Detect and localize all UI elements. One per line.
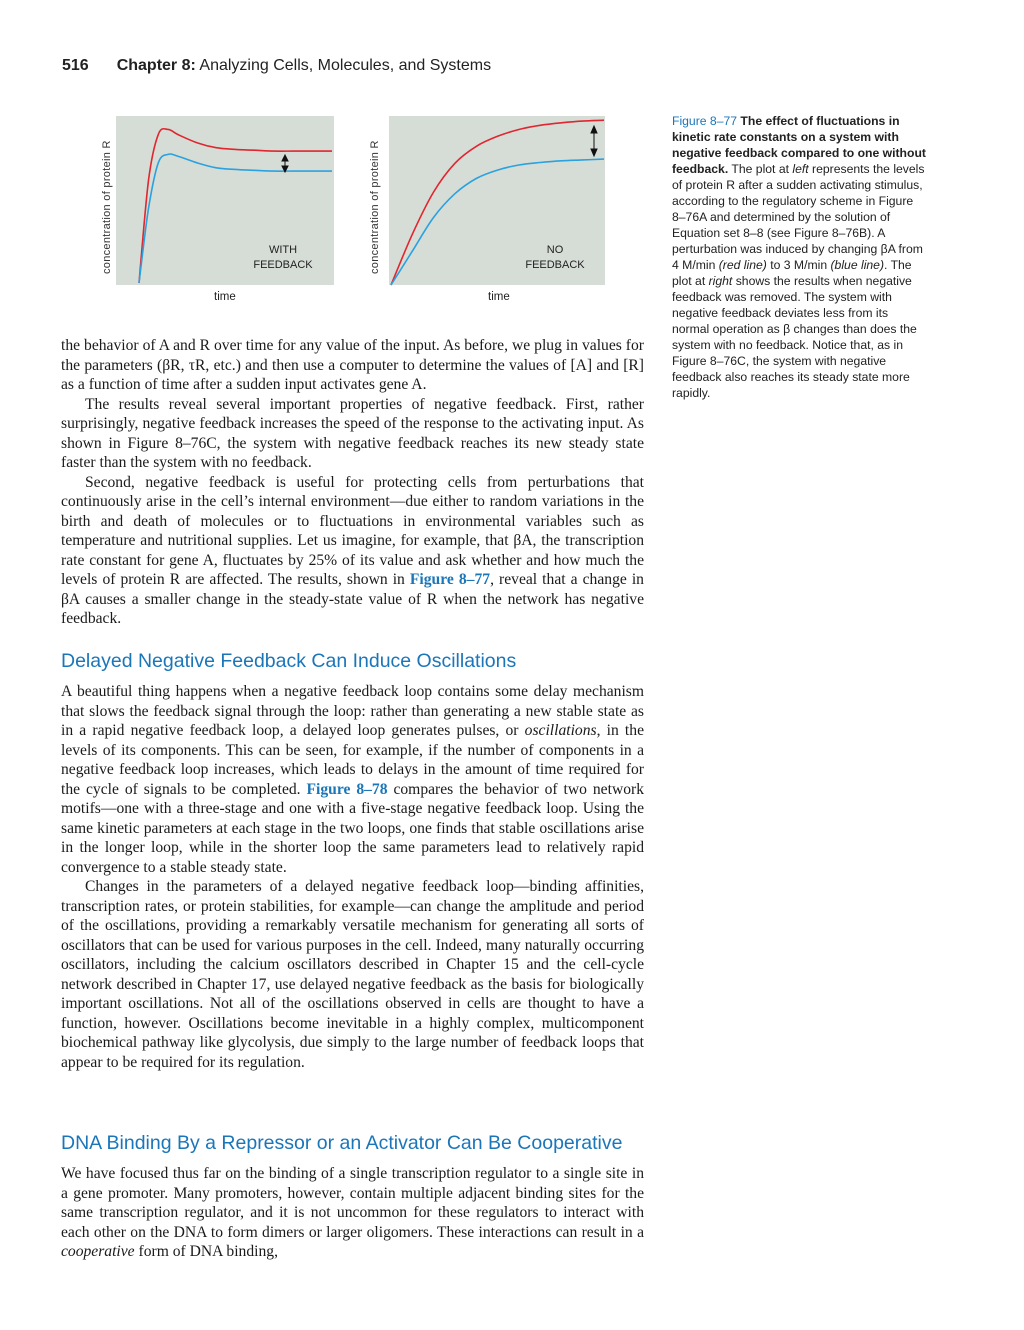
chapter-title: Analyzing Cells, Molecules, and Systems xyxy=(199,57,492,74)
x-axis-label: time xyxy=(488,291,510,303)
caption-emphasis: (blue line) xyxy=(830,258,885,272)
caption-text: represents the levels of protein R after a sudden activating stimulus, according to the regulatory scheme in Figure 8–76A and determined by the solution of Equation set 8–8 (see Figure 8–76B). A perturbation was induced by changing βA from 4 M/min xyxy=(672,162,925,272)
paragraph-text: We have focused thus far on the binding of a single transcription regulator to a single site in a gene promoter. Many promoters, however, contain multiple adjacent binding sites for the same transcription regulator, and it is not uncommon for these regulators to interact with each other on the DNA to form dimers or larger oligomers. These interactions can result in a xyxy=(61,1165,644,1241)
y-axis-label: concentration of protein R xyxy=(101,140,113,274)
plot-no-feedback-svg xyxy=(366,112,616,307)
x-axis-label: time xyxy=(214,291,236,303)
caption-text: The plot at xyxy=(728,162,793,176)
caption-text: shows the results when negative feedback was removed. The system with negative feedback deviates less from its normal operation as β changes than does the system with no feedback. Notice that, as in Figure 8–76C, the system with negative feedback also reaches its steady state more rapidly. xyxy=(672,274,917,400)
body-text-block-1 xyxy=(61,336,644,629)
panel-label-line1: WITH xyxy=(268,244,298,256)
caption-text: to 3 M/min xyxy=(766,258,831,272)
plot-no-feedback xyxy=(366,112,616,307)
body-text-block-2 xyxy=(61,682,644,1072)
caption-emphasis: left xyxy=(792,162,809,176)
caption-title: The effect of fluctuations in kinetic rate constants on a system with negative feedback compared to one without feedback. xyxy=(672,114,926,176)
body-text-block-3 xyxy=(61,1164,644,1262)
caption-emphasis: right xyxy=(708,274,733,288)
paragraph-text: Second, negative feedback is useful for protecting cells from perturbations that continuously arise in the cell’s internal environment—due either to random variations in the birth and death of molecules or to fluctuations in environmental variables such as temperature and nutritional supplies. Let us imagine, for example, that βA, the transcription rate constant for gene A, fluctuates by 25% of its value and ask whether and how much the levels of protein R are affected. The results, shown in xyxy=(61,473,644,588)
paragraph xyxy=(61,682,644,877)
y-axis-label: concentration of protein R xyxy=(369,140,381,274)
section-heading: Delayed Negative Feedback Can Induce Oscillations xyxy=(61,650,517,672)
running-header xyxy=(62,57,491,75)
caption-emphasis: (red line) xyxy=(718,258,767,272)
figure-reference-link[interactable]: Figure 8–77 xyxy=(409,571,491,588)
paragraph-text: compares the behavior of two network motifs—one with a three-stage and one with a five-stage negative feedback loop. Using the same kinetic parameters at each stage in the two loops, one finds that stable oscillations arise in the longer loop, while in the shorter loop the same parameters lead to relatively rapid convergence to a stable steady state. xyxy=(61,780,644,876)
emphasis: cooperative xyxy=(61,1243,135,1260)
page-number: 516 xyxy=(62,57,89,74)
paragraph: the behavior of A and R over time for any value of the input. As before, we plug in values for the parameters (βR, τR, etc.) and then use a computer to determine the values of [A] and [R] as a function of time after a sudden input activates gene A. xyxy=(61,337,644,393)
figure-caption xyxy=(672,113,928,401)
paragraph xyxy=(61,473,644,629)
panel-label-line2: FEEDBACK xyxy=(525,259,585,271)
plot-with-feedback xyxy=(96,112,346,307)
caption-text: . The plot at xyxy=(672,258,912,288)
section-heading: DNA Binding By a Repressor or an Activator Can Be Cooperative xyxy=(61,1132,623,1154)
caption-figure-number: Figure 8–77 xyxy=(672,114,738,128)
paragraph-text: , reveal that a change in βA causes a smaller change in the steady-state value of R when the network has negative feedback. xyxy=(61,571,644,627)
emphasis: oscillations xyxy=(524,722,597,739)
paragraph-text: form of DNA binding, xyxy=(134,1243,278,1260)
plot-with-feedback-svg xyxy=(96,112,346,307)
paragraph: Changes in the parameters of a delayed negative feedback loop—binding affinities, transcription rates, or protein stabilities, for example—can change the amplitude and period of the oscillations, providing a remarkably versatile mechanism for generating all sorts of oscillators that can be used for various purposes in the cell. Indeed, many naturally occurring oscillators, including the calcium oscillators described in Chapter 15 and the cell-cycle network described in Chapter 17, use delayed negative feedback as the basis for biologically important oscillations. Not all of the oscillations observed in cells are thought to have a function, however. Oscillations become inevitable in a highly complex, multicomponent biochemical pathway like glycolysis, due simply to the large number of feedback loops that appear to be required for its regulation. xyxy=(61,878,644,1071)
paragraph: The results reveal several important properties of negative feedback. First, rather surprisingly, negative feedback increases the speed of the response to the activating input. As shown in Figure 8–76C, the system with negative feedback reaches its new steady state faster than the system with no feedback. xyxy=(61,395,644,471)
figure-reference-link[interactable]: Figure 8–78 xyxy=(306,780,388,798)
panel-label-line1: NO xyxy=(546,244,564,256)
panel-label-line2: FEEDBACK xyxy=(253,259,313,271)
paragraph-text: , in the levels of its components. This can be seen, for example, if the number of components in a negative feedback loop increases, which leads to delays in the amount of time required for the cycle of signals to be completed. xyxy=(61,722,644,798)
paragraph xyxy=(61,1164,644,1262)
paragraph-text: A beautiful thing happens when a negative feedback loop contains some delay mechanism that slows the feedback signal through the loop: rather than generating a new stable state as in a rapid negative feedback loop, a delayed loop generates pulses, or xyxy=(61,683,644,739)
chapter-label: Chapter 8: xyxy=(116,57,196,74)
